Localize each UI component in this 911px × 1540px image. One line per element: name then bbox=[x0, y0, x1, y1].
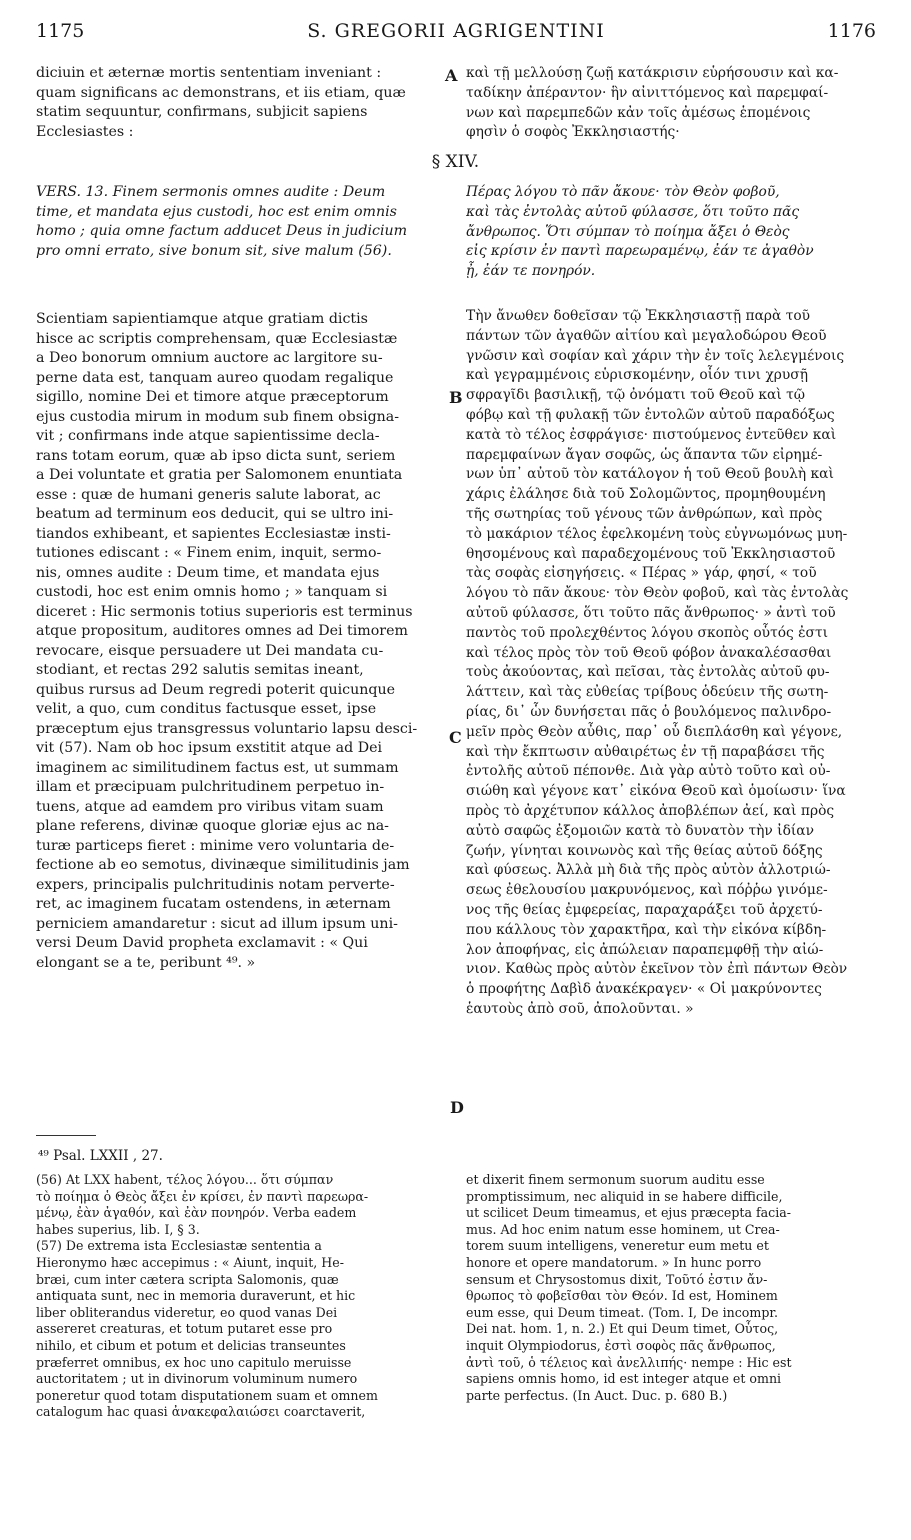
page-header bbox=[36, 20, 876, 50]
margin-marker-d: D bbox=[450, 1098, 464, 1117]
right-body-text: Τὴν ἄνωθεν δοθεῖσαν τῷ Ἐκκλησιαστῇ παρὰ τοῦ πάντων τῶν ἀγαθῶν αἰτίου καὶ μεγαλοδώρου Θεοῦ γνῶσιν καὶ σοφίαν καὶ χάριν τὴν ἐν τοῖς λελεγμένοις καὶ γεγραμμένοις εὑρισκομένην, οἷόν τινι χρυσῇ σφραγῖδι βασιλικῇ, τῷ ὀνόματι τοῦ Θεοῦ καὶ τῷ φόβῳ καὶ τῇ φυλακῇ τῶν ἐντολῶν αὐτοῦ παραδόξως κατὰ τὸ τέλος ἐσφράγισε· πιστούμενος ἐντεῦθεν καὶ παρεμφαίνων ἄγαν σοφῶς, ὡς ἅπαντα τῶν εἰρημέ- νων ὑπ᾿ αὐτοῦ τὸν κατάλογον ἡ τοῦ Θεοῦ βουλὴ καὶ χάρις ἐλάλησε διὰ τοῦ Σολομῶντος, προμηθουμένη τῆς σωτηρίας τοῦ γένους τῶν ἀνθρώπων, καὶ πρὸς τὸ μακάριον τέλος ἐφελκομένη τοὺς εὐγνωμόνως μυη- θησομένους καὶ παραδεχομένους τοῦ Ἐκκλησιαστοῦ τὰς σοφὰς εἰσηγήσεις. « Πέρας » γάρ, φησί, « τοῦ λόγου τὸ πᾶν ἄκουε· τὸν Θεὸν φοβοῦ, καὶ τὰς ἐντολὰς αὐτοῦ φύλασσε, ὅτι τοῦτο πᾶς ἄνθρωπος· » ἀντὶ τοῦ παντὸς τοῦ προλεχθέντος λόγου σκοπὸς οὗτός ἐστι καὶ τέλος πρὸς τὸν τοῦ Θεοῦ φόβον ἀνακαλέσασθαι τοὺς ἀκούοντας, καὶ πεῖσαι, τὰς ἐντολὰς αὐτοῦ φυ- λάττειν, καὶ τὰς εὐθείας τρίβους ὁδεύειν τῆς σωτη- ρίας, δι᾿ ὧν δυνήσεται πᾶς ὁ βουλόμενος παλινδρο- μεῖν πρὸς Θεὸν αὖθις, παρ᾿ οὗ διεπλάσθη καὶ γέγονε, καὶ τὴν ἔκπτωσιν αὐθαιρέτως ἐν τῇ παραβάσει τῆς ἐντολῆς αὐτοῦ πέπονθε. Διὰ γὰρ αὐτὸ τοῦτο καὶ οὐ- σιώθη καὶ γέγονε κατ᾿ εἰκόνα Θεοῦ καὶ ὁμοίωσιν· ἵνα πρὸς τὸ ἀρχέτυπον κάλλος ἀποβλέπων ἀεί, καὶ πρὸς αὐτὸ σαφῶς ἐξομοιῶν κατὰ τὸ δυνατὸν τὴν ἰδίαν ζωήν, γίνηται κοινωνὸς καὶ τῆς θείας αὐτοῦ δόξης καὶ φύσεως. Ἀλλὰ μὴ διὰ τῆς πρὸς αὐτὸν ἀλλοτριώ- σεως ἐθελουσίου μακρυνόμενος, καὶ πόῤῥω γινόμε- νος τῆς θείας ἐμφερείας, παραχαράξει τοῦ ἀρχετύ- που κάλλους τὸν χαρακτῆρα, καὶ τὴν εἰκόνα κίβδη- λον ἀποφήνας, εἰς ἀπώλειαν παραπεμφθῇ τὴν αἰώ- νιον. Καθὼς πρὸς αὐτὸν ἐκεῖνον τὸν ἐπὶ πάντων Θεὸν ὁ προφήτης Δαβὶδ ἀνακέκραγεν· « Οἱ μακρύνοντες ἑαυτοὺς ἀπὸ σοῦ, ἀπολοῦνται. » bbox=[466, 308, 849, 1017]
left-notes-text: (56) At LXX habent, τέλος λόγου... ὅτι σύμπαν τὸ ποίημα ὁ Θεὸς ἄξει ἐν κρίσει, ἐν παντὶ παρεωρα- μένῳ, ἐὰν ἀγαθόν, καὶ ἐὰν πονηρόν. Verba eadem habes superius, lib. I, § 3. (57) De extrema ista Ecclesiastæ sententia a Hieronymo hæc accepimus : « Aiunt, inquit, He- bræi, cum inter cætera scripta Salomonis, quæ antiquata sunt, nec in memoria duraverunt, et hic liber obliterandus videretur, eo quod vanas Dei assereret creaturas, et totum putaret esse pro nihilo, et cibum et potum et delicias transeuntes præferret omnibus, ex hoc uno capitulo meruisse auctoritatem ; ut in divinorum voluminum numero poneretur quod totam disputationem suam et omnem catalogum hac quasi ἀνακεφαλαιώσει coarctaverit, bbox=[36, 1172, 378, 1420]
right-intro-text: καὶ τῇ μελλούσῃ ζωῇ κατάκρισιν εὑρήσουσιν καὶ κα- ταδίκην ἀπέραντον· ἣν αἰνιττόμενος καὶ παρεμφαί- νων καὶ παρεμπεδῶν κἀν τοῖς ἀμέσως ἑπομένοις φησὶν ὁ σοφὸς Ἐκκλησιαστής· bbox=[466, 65, 839, 141]
running-title: S. GREGORII AGRIGENTINI bbox=[307, 20, 605, 42]
section-heading: § XIV. bbox=[431, 152, 480, 172]
left-body-text: Scientiam sapientiamque atque gratiam dictis hisce ac scriptis comprehensam, quæ Ecclesiastæ a Deo bonorum omnium auctore ac largitore su- perne data est, tanquam aureo quodam regalique sigillo, nomine Dei et timore atque præceptorum ejus custodia mirum in modum sub finem obsigna- vit ; confirmans inde atque sapientissime decla- rans totam eorum, quæ ab ipso dicta sunt, seriem a Dei voluntate et gratia per Salomonem enuntiata esse : quæ de humani generis salute laborat, ac beatum ad terminum eos deducit, qui se ultro ini- tiandos exhibeant, et sapientes Ecclesiastæ insti- tutiones ediscant : « Finem enim, inquit, sermo- nis, omnes audite : Deum time, et mandata ejus custodi, hoc est enim omnis homo ; » tanquam si diceret : Hic sermonis totius superioris est terminus atque propositum, auditores omnes ad Dei timorem revocare, eisque persuadere ut Dei mandata cu- stodiant, et rectas 292 salutis semitas ineant, quibus rursus ad Deum regredi poterit quicunque velit, a quo, cum conditus factusque esset, ipse præceptum ejus transgressus voluntario lapsu desci- vit (57). Nam ob hoc ipsum exstitit atque ad Dei imaginem ac similitudinem factus est, ut summam illam et præcipuam pulchritudinem perpetuo in- tuens, atque ad eamdem pro viribus vitam suam plane referens, divinæ quoque gloriæ ejus ac na- turæ particeps fieret : minime vero voluntaria de- fectione ab eo semotus, divinæque similitudinis jam expers, principalis pulchritudinis notam perverte- ret, ac imaginem fucatam ostendens, in æternam perniciem amandaretur : sicut ad illum ipsum uni- versi Deum David propheta exclamavit : « Qui elongant se a te, peribunt ⁴⁹. » bbox=[36, 311, 418, 971]
margin-marker-c: C bbox=[449, 728, 462, 747]
left-verse-text: VERS. 13. Finem sermonis omnes audite : Deum time, et mandata ejus custodi, hoc est enim omnis homo ; quia omne factum adducet Deus in judicium pro omni errato, sive bonum sit, sive malum (56). bbox=[36, 184, 408, 259]
right-verse-text: Πέρας λόγου τὸ πᾶν ἄκουε· τὸν Θεὸν φοβοῦ, καὶ τὰς ἐντολὰς αὐτοῦ φύλασσε, ὅτι τοῦτο πᾶς ἄνθρωπος. Ὅτι σύμπαν τὸ ποίημα ἄξει ὁ Θεὸς εἰς κρίσιν ἐν παντὶ παρεωραμένῳ, ἐάν τε ἀγαθὸν ᾖ, ἐάν τε πονηρόν. bbox=[466, 184, 814, 280]
page-number-left: 1175 bbox=[36, 20, 85, 42]
margin-marker-b: B bbox=[449, 388, 463, 407]
page-number-right: 1176 bbox=[827, 20, 876, 42]
left-intro-text: diciuin et æternæ mortis sententiam inveniant : quam significans ac demonstrans, et iis etiam, quæ statim sequuntur, confirmans, subjicit sapiens Ecclesiastes : bbox=[36, 65, 406, 140]
footnote-49: ⁴⁹ Psal. LXXII , 27. bbox=[38, 1148, 163, 1164]
right-notes-text: et dixerit finem sermonum suorum auditu esse promptissimum, nec aliquid in se habere difficile, ut scilicet Deum timeamus, et ejus præcepta facia- mus. Ad hoc enim natum esse hominem, ut Crea- torem suum intelligens, veneretur eum metu et honore et opere mandatorum. » In hunc porro sensum et Chrysostomus dixit, Τοῦτό ἐστιν ἄν- θρωπος τὸ φοβεῖσθαι τὸν Θεόν. Id est, Hominem eum esse, qui Deum timeat. (Tom. I, De incompr. Dei nat. hom. 1, n. 2.) Et qui Deum timet, Οὗτος, inquit Olympiodorus, ἐστὶ σοφὸς πᾶς ἄνθρωπος, ἀντὶ τοῦ, ὁ τέλειος καὶ ἀνελλιπής· nempe : Hic est sapiens omnis homo, id est integer atque et omni parte perfectus. (In Auct. Duc. p. 680 B.) bbox=[466, 1172, 792, 1403]
footnote-divider bbox=[36, 1135, 96, 1136]
margin-marker-a: A bbox=[445, 66, 458, 85]
